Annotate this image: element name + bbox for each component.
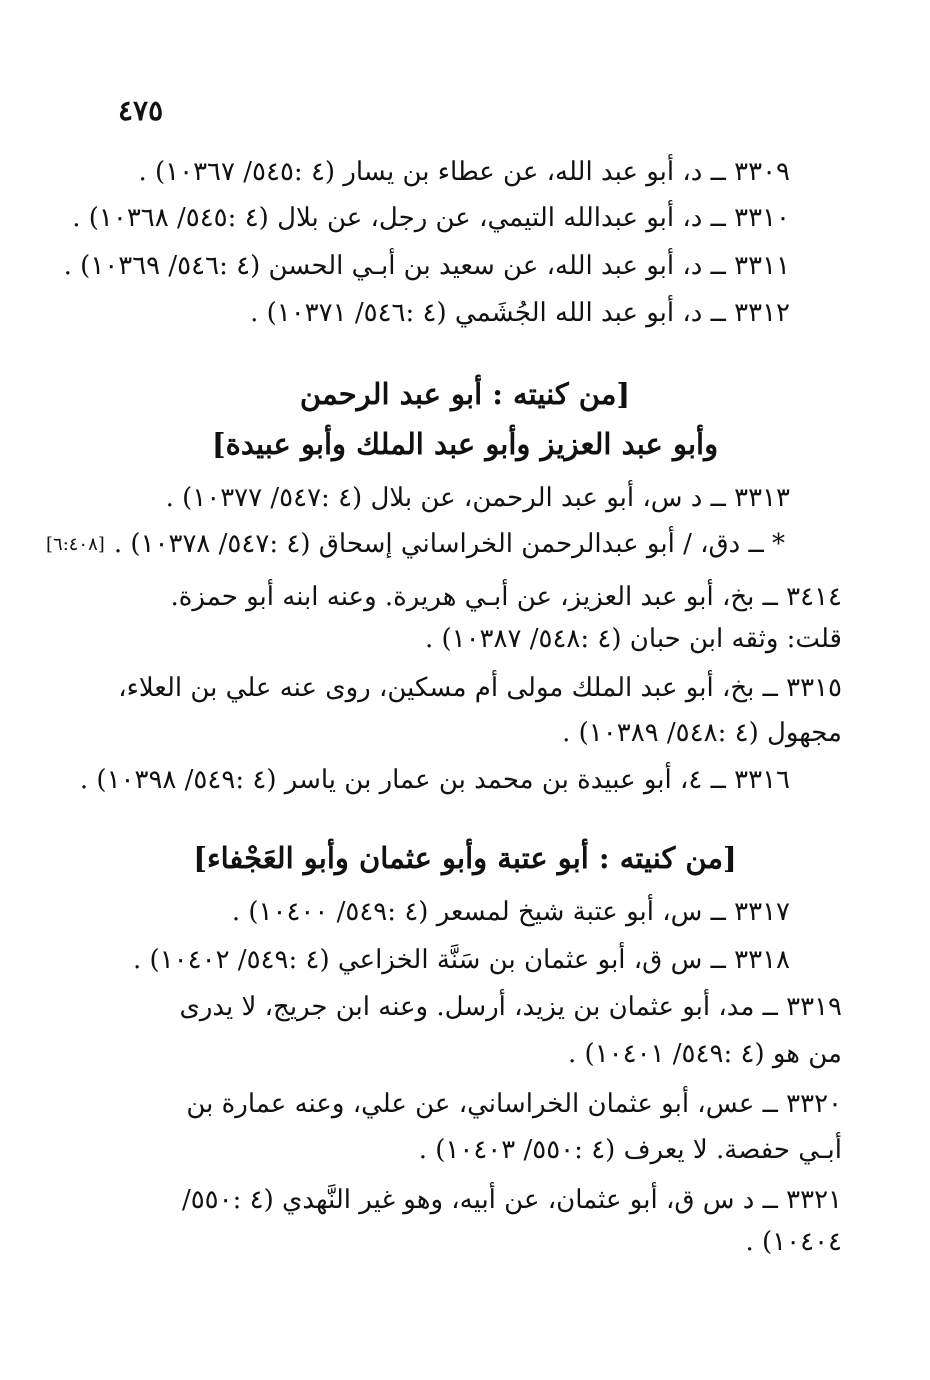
entry-3315: ٣٣١٥ ــ بخ، أبو عبد الملك مولى أم مسكين، روى عنه علي بن العلاء،: [118, 673, 842, 703]
section-heading-line-3: [من كنيته : أبو عتبة وأبو عثمان وأبو العَجْفاء]: [193, 841, 737, 875]
entry-3321: ٣٣٢١ ــ د س ق، أبو عثمان، عن أبيه، وهو غير النَّهدي (٤ :٥٥٠/: [181, 1185, 842, 1215]
entry-3311: ٣٣١١ ــ د، أبو عبد الله، عن سعيد بن أبـي الحسن (٤ :٥٤٦/ ١٠٣٦٩) .: [63, 251, 790, 281]
section-heading-line-2: وأبو عبد العزيز وأبو عبد الملك وأبو عبيدة]: [211, 427, 719, 461]
entry-3317: ٣٣١٧ ــ س، أبو عتبة شيخ لمسعر (٤ :٥٤٩/ ١٠٤٠٠) .: [231, 897, 790, 927]
entry-3312: ٣٣١٢ ــ د، أبو عبد الله الجُشَمي (٤ :٥٤٦/ ١٠٣٧١) .: [250, 298, 790, 328]
entry-3414-continued: قلت: وثقه ابن حبان (٤ :٥٤٨/ ١٠٣٨٧) .: [424, 624, 842, 654]
entry-3316: ٣٣١٦ ــ ٤، أبو عبيدة بن محمد بن عمار بن ياسر (٤ :٥٤٩/ ١٠٣٩٨) .: [79, 765, 790, 795]
margin-reference: [٦:٤٠٨]: [46, 534, 105, 555]
entry-3313: ٣٣١٣ ــ د س، أبو عبد الرحمن، عن بلال (٤ :٥٤٧/ ١٠٣٧٧) .: [165, 483, 790, 513]
entry-3315-continued: مجهول (٤ :٥٤٨/ ١٠٣٨٩) .: [562, 718, 842, 748]
entry-3310: ٣٣١٠ ــ د، أبو عبدالله التيمي، عن رجل، عن بلال (٤ :٥٤٥/ ١٠٣٦٨) .: [72, 203, 790, 233]
entry-3309: ٣٣٠٩ ــ د، أبو عبد الله، عن عطاء بن يسار (٤ :٥٤٥/ ١٠٣٦٧) .: [138, 157, 790, 187]
entry-3318: ٣٣١٨ ــ س ق، أبو عثمان بن سَنَّة الخزاعي (٤ :٥٤٩/ ١٠٤٠٢) .: [133, 945, 790, 975]
entry-star: * ــ دق، / أبو عبدالرحمن الخراساني إسحاق (٤ :٥٤٧/ ١٠٣٧٨) .: [113, 529, 785, 559]
page-number: ٤٧٥: [118, 94, 164, 127]
entry-3319-continued: من هو (٤ :٥٤٩/ ١٠٤٠١) .: [568, 1039, 842, 1069]
entry-3320: ٣٣٢٠ ــ عس، أبو عثمان الخراساني، عن علي، وعنه عمارة بن: [186, 1089, 842, 1119]
section-heading-line-1: [من كنيته : أبو عبد الرحمن: [299, 377, 631, 411]
entry-3414: ٣٤١٤ ــ بخ، أبو عبد العزيز، عن أبـي هريرة. وعنه ابنه أبو حمزة.: [170, 582, 842, 612]
entry-3319: ٣٣١٩ ــ مد، أبو عثمان بن يزيد، أرسل. وعنه ابن جريج، لا يدرى: [179, 992, 842, 1022]
entry-3320-continued: أبـي حفصة. لا يعرف (٤ :٥٥٠/ ١٠٤٠٣) .: [418, 1135, 842, 1165]
entry-3321-continued: ١٠٤٠٤) .: [745, 1227, 842, 1257]
